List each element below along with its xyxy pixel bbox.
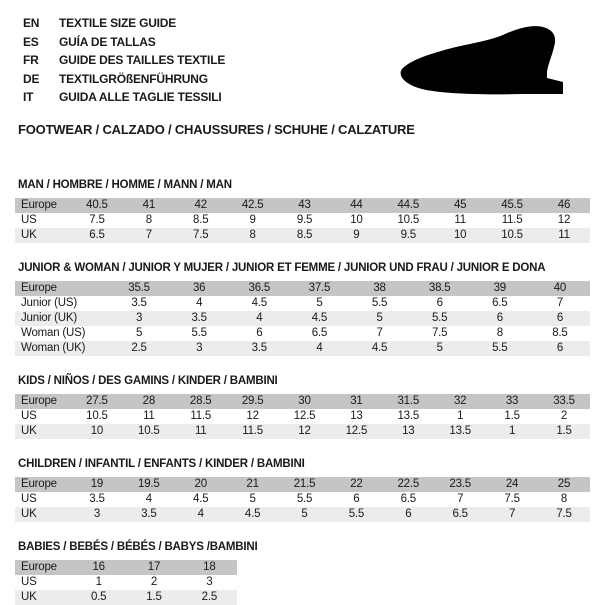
size-cell: 28.5 [175,394,227,409]
size-cell: 11 [538,228,590,243]
size-cell: 3.5 [169,311,229,326]
size-cell: 13.5 [397,410,420,422]
size-cell: 23.5 [434,477,486,492]
size-cell: 12 [246,410,259,422]
size-cell: 37.5 [289,281,349,296]
size-cell: 18 [182,560,237,575]
table-row [15,281,590,296]
size-cell: 4.5 [251,297,267,309]
size-cell: 28 [123,394,175,409]
row-label: Europe [15,394,71,409]
size-cell: 4.5 [227,507,279,522]
size-cell: 41 [123,198,175,213]
size-cell: 4.5 [289,311,349,326]
size-cell: 10.5 [86,410,108,422]
size-cell: 2.5 [182,590,237,605]
size-cell: 7.5 [175,228,227,243]
size-cell: 9 [249,214,256,226]
size-cell: 11.5 [190,410,212,422]
size-cell: 3 [109,311,169,326]
size-cell: 5.5 [410,311,470,326]
size-cell: 8.5 [552,327,568,339]
table-row [15,228,590,243]
size-table-children [15,477,590,522]
size-cell: 4 [145,493,152,505]
size-cell: 6.5 [434,507,486,522]
size-cell: 5.5 [470,341,530,356]
size-cell: 1.5 [538,424,590,439]
size-cell: 42 [175,198,227,213]
size-table-junior-woman [15,281,590,356]
size-cell: 11.5 [501,214,523,226]
table-row [15,424,590,439]
row-label: Woman (US) [21,327,86,339]
size-cell: 10.5 [123,424,175,439]
size-cell: 7 [486,507,538,522]
table-title-babies: BABIES / BEBÉS / BÉBÉS / BABYS /BAMBINI [18,540,258,553]
size-cell: 1 [457,410,464,422]
size-cell: 22 [330,477,382,492]
size-cell: 4 [175,507,227,522]
row-label: US [21,493,37,505]
row-label: UK [15,228,71,243]
size-cell: 12.5 [293,410,316,422]
size-cell: 8 [560,493,568,505]
size-cell: 7.5 [538,507,590,522]
row-label: US [21,410,37,422]
size-cell: 10.5 [397,214,420,226]
size-cell: 1 [95,576,102,588]
size-cell: 19 [71,477,123,492]
size-cell: 4.5 [350,341,410,356]
size-cell: 8 [496,327,503,339]
table-title-man: MAN / HOMBRE / HOMME / MANN / MAN [18,178,232,191]
row-label: UK [15,424,71,439]
row-label: US [21,576,37,588]
size-cell: 2 [150,576,158,588]
size-cell: 43 [279,198,331,213]
size-cell: 9 [330,228,382,243]
size-cell: 4.5 [193,493,209,505]
size-cell: 36.5 [229,281,289,296]
size-cell: 42.5 [227,198,279,213]
size-section-babies [15,541,590,605]
size-cell: 6.5 [311,327,328,339]
table-title-kids: KIDS / NIÑOS / DES GAMINS / KINDER / BAMBINI [18,374,278,387]
size-cell: 29.5 [227,394,279,409]
size-cell: 10 [350,214,363,226]
size-cell: 39 [470,281,530,296]
table-row [15,213,590,228]
size-cell: 25 [538,477,590,492]
size-section-man [15,179,590,243]
size-cell: 10.5 [486,228,538,243]
size-cell: 3.5 [89,493,105,505]
size-cell: 16 [71,560,126,575]
size-cell: 5 [316,297,323,309]
size-cell: 7.5 [431,327,448,339]
size-cell: 3.5 [123,507,175,522]
language-label: TEXTILGRÖßENFÜHRUNG [59,71,208,86]
size-cell: 13 [350,410,363,422]
size-cell: 6 [530,311,590,326]
size-cell: 5 [135,327,143,339]
table-row [15,409,590,424]
size-cell: 5.5 [371,297,388,309]
size-cell: 45 [434,198,486,213]
size-cell: 33.5 [538,394,590,409]
language-label: GUIDE DES TAILLES TEXTILE [59,53,226,67]
size-cell: 13.5 [434,424,486,439]
size-cell: 33 [486,394,538,409]
size-cell: 6.5 [71,228,123,243]
size-cell: 6 [382,507,434,522]
size-cell: 5 [279,507,331,522]
size-cell: 31.5 [382,394,434,409]
size-cell: 21.5 [279,477,331,492]
size-cell: 10 [71,424,123,439]
size-cell: 6.5 [492,297,508,309]
size-cell: 36 [169,281,229,296]
row-label: US [21,214,37,226]
table-row [15,394,590,409]
size-cell: 7 [123,228,175,243]
size-section-kids [15,375,590,439]
size-cell: 35.5 [109,281,169,296]
size-section-junior-woman [15,262,590,356]
table-row [15,575,237,590]
size-cell: 11 [175,424,227,439]
size-cell: 7.5 [89,214,105,226]
size-cell: 6 [353,493,360,505]
row-label: UK [15,507,71,522]
size-cell: 4 [229,311,289,326]
size-table-kids [15,394,590,439]
size-cell: 10 [434,228,486,243]
category-title: FOOTWEAR / CALZADO / CHAUSSURES / SCHUHE / CALZATURE [18,121,415,137]
row-label: Europe [15,477,71,492]
table-row [15,296,590,311]
language-code: DE [23,71,40,86]
size-cell: 22.5 [382,477,434,492]
size-cell: 3.5 [229,341,289,356]
table-row [15,477,590,492]
size-cell: 7 [376,327,383,339]
size-cell: 12.5 [330,424,382,439]
size-cell: 11.5 [227,424,279,439]
row-label: Woman (UK) [15,341,109,356]
table-row [15,326,590,341]
size-cell: 31 [330,394,382,409]
size-cell: 5.5 [330,507,382,522]
table-row [15,198,590,213]
size-cell: 5 [350,311,410,326]
size-cell: 5 [410,341,470,356]
size-cell: 3 [206,576,213,588]
size-cell: 6 [470,311,530,326]
size-cell: 5.5 [296,493,313,505]
size-cell: 1.5 [504,410,520,422]
size-cell: 5 [249,493,256,505]
size-cell: 0.5 [71,590,126,605]
size-cell: 1.5 [126,590,181,605]
size-cell: 8.5 [279,228,331,243]
size-cell: 27.5 [71,394,123,409]
size-cell: 38 [350,281,410,296]
row-label: Europe [15,281,109,296]
size-cell: 11 [143,410,155,422]
size-cell: 6 [256,327,263,339]
size-cell: 9.5 [296,214,313,226]
size-cell: 11 [454,214,466,226]
language-label: GUÍA DE TALLAS [59,34,156,49]
size-cell: 40.5 [71,198,123,213]
size-cell: 44 [330,198,382,213]
language-code: IT [23,90,34,104]
row-label: Europe [15,198,71,213]
size-cell: 46 [538,198,590,213]
size-cell: 7 [457,493,464,505]
size-cell: 7.5 [504,493,520,505]
language-label: GUIDA ALLE TAGLIE TESSILI [59,90,222,104]
size-cell: 8.5 [193,214,209,226]
size-cell: 24 [486,477,538,492]
size-section-children [15,458,590,522]
size-cell: 5.5 [191,327,207,339]
language-code: ES [23,34,39,49]
size-cell: 20 [175,477,227,492]
size-cell: 6 [530,341,590,356]
language-code: EN [23,16,40,30]
size-cell: 12 [279,424,331,439]
size-cell: 3 [71,507,123,522]
size-cell: 45.5 [486,198,538,213]
size-cell: 8 [227,228,279,243]
size-cell: 7 [556,297,564,309]
size-cell: 38.5 [410,281,470,296]
size-cell: 32 [434,394,486,409]
size-table-babies [15,560,237,605]
size-cell: 12 [557,214,571,226]
table-row [15,311,590,326]
size-cell: 4 [196,297,203,309]
size-tables [15,179,590,605]
size-cell: 1 [486,424,538,439]
table-title-children: CHILDREN / INFANTIL / ENFANTS / KINDER / BAMBINI [18,457,305,470]
row-label: Junior (US) [21,297,77,309]
size-cell: 9.5 [382,228,434,243]
table-row [15,560,237,575]
row-label: Junior (UK) [15,311,109,326]
size-cell: 44.5 [382,198,434,213]
language-code: FR [23,53,39,67]
table-title-junior-woman: JUNIOR & WOMAN / JUNIOR Y MUJER / JUNIOR ET FEMME / JUNIOR UND FRAU / JUNIOR E DONA [18,261,546,274]
table-row [15,492,590,507]
size-table-man [15,198,590,243]
size-cell: 40 [530,281,590,296]
table-row [15,341,590,356]
size-cell: 2.5 [109,341,169,356]
size-cell: 4 [289,341,349,356]
table-row [15,590,237,605]
size-cell: 3.5 [131,297,147,309]
row-label: UK [15,590,71,605]
size-cell: 8 [145,214,152,226]
size-cell: 3 [169,341,229,356]
size-cell: 6.5 [400,493,416,505]
size-cell: 2 [560,410,568,422]
table-row [15,507,590,522]
size-cell: 21 [227,477,279,492]
size-cell: 19.5 [123,477,175,492]
language-label: TEXTILE SIZE GUIDE [59,16,177,30]
dress-shoe-icon [396,24,568,96]
row-label: Europe [15,560,71,575]
size-cell: 30 [279,394,331,409]
size-cell: 6 [436,297,443,309]
size-cell: 17 [126,560,181,575]
size-cell: 13 [382,424,434,439]
